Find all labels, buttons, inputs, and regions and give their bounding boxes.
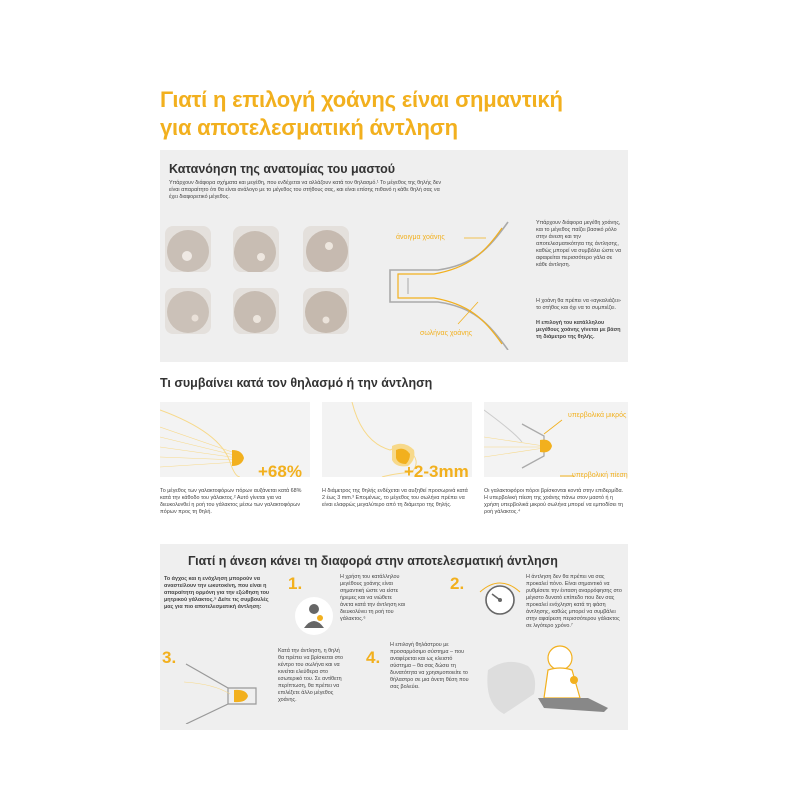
tip-1-text: Η χρήση του κατάλληλου μεγέθους χοάνης είναι σημαντική ώστε να είστε ήρεμες και να νιώθετε άνετα κατά την άντληση και διευκολύνει τη ροή του γάλακτος.⁶ bbox=[340, 574, 406, 622]
anatomy-panel bbox=[160, 150, 628, 362]
label-too-small: υπερβολικά μικρός bbox=[568, 412, 627, 419]
tip-2-number: 2. bbox=[450, 574, 465, 593]
shield-info-paragraph-2: Η χοάνη θα πρέπει να «αγκαλιάζει» το στήθος και όχι να το συμπιέζει. bbox=[536, 298, 621, 311]
tip-3-text: Κατά την άντληση, η θηλή θα πρέπει να βρίσκεται στο κέντρο του σωλήνα και να κινείται ελεύθερα στο εσωτερικό του. Σε αντίθετη περίπτωση, θα πρέπει να επιλέξετε άλλο μέγεθος χοάνης. bbox=[278, 648, 343, 703]
breast-image-5 bbox=[233, 288, 279, 334]
caption-pressure: Οι γαλακτοφόροι πόροι βρίσκονται κοντά στην επιδερμίδα. Η υπερβολική πίεση της χοάνης πάνω στον μαστό ή η χρήση υπερβολικά μικρού σωλήνα μπορεί να εμποδίσει τη ροή γάλακτος.⁴ bbox=[484, 488, 624, 515]
breast-image-1 bbox=[165, 226, 211, 272]
anatomy-heading: Κατανόηση της ανατομίας του μαστού bbox=[169, 162, 396, 176]
caption-milk-ducts: Το μέγεθος των γαλακτοφόρων πόρων αυξάνεται κατά 68% κατά την κάθοδο του γάλακτος.² Αυτό γίνεται για να διευκολυνθεί η ροή του γάλακτος μέσω των γαλακτοφόρων πόρων προς τη θηλή. bbox=[160, 488, 302, 515]
breast-image-3 bbox=[303, 226, 349, 272]
breast-image-4 bbox=[165, 288, 211, 334]
caption-nipple-size: Η διάμετρος της θηλής ενδέχεται να αυξηθεί προσωρινά κατά 2 έως 3 mm.³ Επομένως, το μέγεθος του σωλήνα πρέπει να είναι ελαφρώς μεγαλύτερο από τη διάμετρο της θηλής. bbox=[322, 488, 468, 508]
anatomy-intro: Υπάρχουν διάφορα σχήματα και μεγέθη, που ενδέχεται να αλλάζουν κατά τον θηλασμό.¹ Το μέγεθος της θηλής δεν είναι απαραίτητο ότι θα είναι ανάλογο με το μέγεθος του στήθους σας, και είναι επίσης πιθανό η κάθε θηλή σας να έχει διαφορετικό μέγεθος. bbox=[169, 180, 442, 200]
label-funnel-opening: άνοιγμα χοάνης bbox=[396, 234, 445, 241]
label-too-much-pressure: υπερβολική πίεση bbox=[572, 472, 628, 479]
title-line-2: για αποτελεσματική άντληση bbox=[160, 115, 458, 140]
comfort-heading: Γιατί η άνεση κάνει τη διαφορά στην αποτελεσματική άντληση bbox=[188, 554, 558, 568]
pumping-mother-illustration bbox=[478, 640, 628, 730]
page-title bbox=[160, 86, 640, 142]
feeding-heading: Τι συμβαίνει κατά τον θηλασμό ή την άντληση bbox=[160, 376, 433, 390]
tip-1-number: 1. bbox=[288, 574, 303, 593]
title-line-1: Γιατί η επιλογή χοάνης είναι σημαντική bbox=[160, 87, 563, 112]
nipple-increase-value: +2-3mm bbox=[404, 462, 469, 481]
comfort-panel bbox=[160, 544, 628, 730]
tip-3-number: 3. bbox=[162, 648, 177, 667]
breast-image-2 bbox=[233, 226, 279, 272]
tip-4-text: Η επιλογή θηλάστρου με προσαρμόσιμο σύστημα – που αναφέρεται και ως κλειστό σύστημα – θα σας δώσει τη δυνατότητα να χρησιμοποιείτε το θήλαστρο σε μια άνετη θέση που σας βολεύει. bbox=[390, 642, 469, 690]
tip-2-text: Η άντληση δεν θα πρέπει να σας προκαλεί πόνο. Είναι σημαντικό να ρυθμίσετε την ένταση αναρρόφησης στο μέγιστο δυνατό επίπεδο που δεν σας προκαλεί ενόχληση κατά τη φάση άντλησης, καθώς μπορεί να συμβάλει στην αφαίρεση περισσότερου γάλακτος σε λιγότερο χρόνο.⁷ bbox=[526, 574, 622, 629]
centered-nipple-icon bbox=[184, 654, 264, 724]
label-funnel-tunnel: σωλήνας χοάνης bbox=[420, 330, 473, 337]
tip-4-number: 4. bbox=[366, 648, 381, 667]
comfort-intro: Το άγχος και η ενόχληση μπορούν να αναστείλουν την ωκυτοκίνη, που είναι η απαραίτητη ορμόνη για την εξώθηση του μητρικού γάλακτος.⁵ Δείτε τις συμβουλές μας για πιο αποτελεσματική άντληση: bbox=[164, 576, 270, 610]
milk-duct-increase-value: +68% bbox=[258, 462, 302, 481]
mother-baby-icon bbox=[294, 596, 334, 636]
suction-dial-icon bbox=[478, 574, 522, 618]
breast-shield-diagram bbox=[378, 210, 538, 350]
shield-info-paragraph-1: Υπάρχουν διάφορα μεγέθη χοάνης, και το μέγεθος παίζει βασικό ρόλο στην άνεση και την αποτελεσματικότητα της άντλησης, καθώς μπορεί να συμβάλει ώστε να αφαιρείται περισσότερο γάλα σε κάθε άντληση. bbox=[536, 220, 622, 268]
breast-image-6 bbox=[303, 288, 349, 334]
shield-info-paragraph-3: Η επιλογή του κατάλληλου μεγέθους χοάνης γίνεται με βάση τη διάμετρο της θηλής. bbox=[536, 320, 621, 340]
